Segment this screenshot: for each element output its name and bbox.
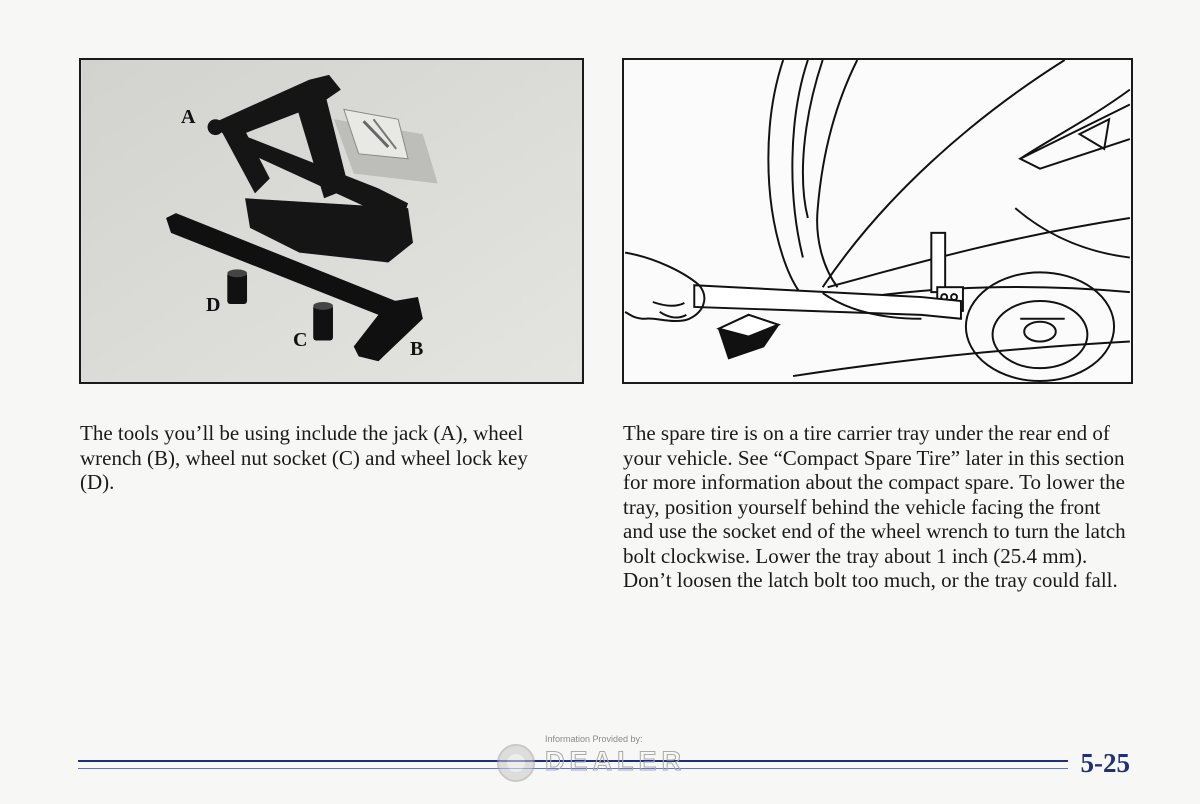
watermark-logo-text: DEALER bbox=[545, 746, 687, 776]
spare-tire-instructions: The spare tire is on a tire carrier tray under the rear end of your vehicle. See “Compact Spare Tire” later in this section for more information about the compact spare. To lower the tray, position yourself behind the vehicle facing the front and use the socket end of the wheel wrench to turn the latch bolt clockwise. Lower the tray about 1 inch (25.4 mm). Don’t loosen the latch bolt too much, or the tray could fall. bbox=[623, 421, 1126, 592]
callout-d: D bbox=[206, 294, 221, 316]
spare-tire-illustration bbox=[624, 60, 1131, 382]
callout-a: A bbox=[181, 106, 196, 128]
watermark-caption: Information Provided by: bbox=[545, 734, 643, 744]
tools-photo bbox=[79, 58, 584, 384]
tools-illustration bbox=[81, 60, 582, 382]
wheel-lock-key-icon bbox=[227, 269, 247, 304]
wheel-nut-socket-icon bbox=[313, 302, 333, 341]
callout-b: B bbox=[410, 338, 424, 360]
tools-description: The tools you’ll be using include the jack (A), wheel wrench (B), wheel nut socket (C) and wheel lock key (D). bbox=[80, 421, 528, 494]
callout-c: C bbox=[293, 329, 308, 351]
page-number: 5-25 bbox=[1080, 748, 1130, 778]
spare-tire-diagram bbox=[622, 58, 1133, 384]
